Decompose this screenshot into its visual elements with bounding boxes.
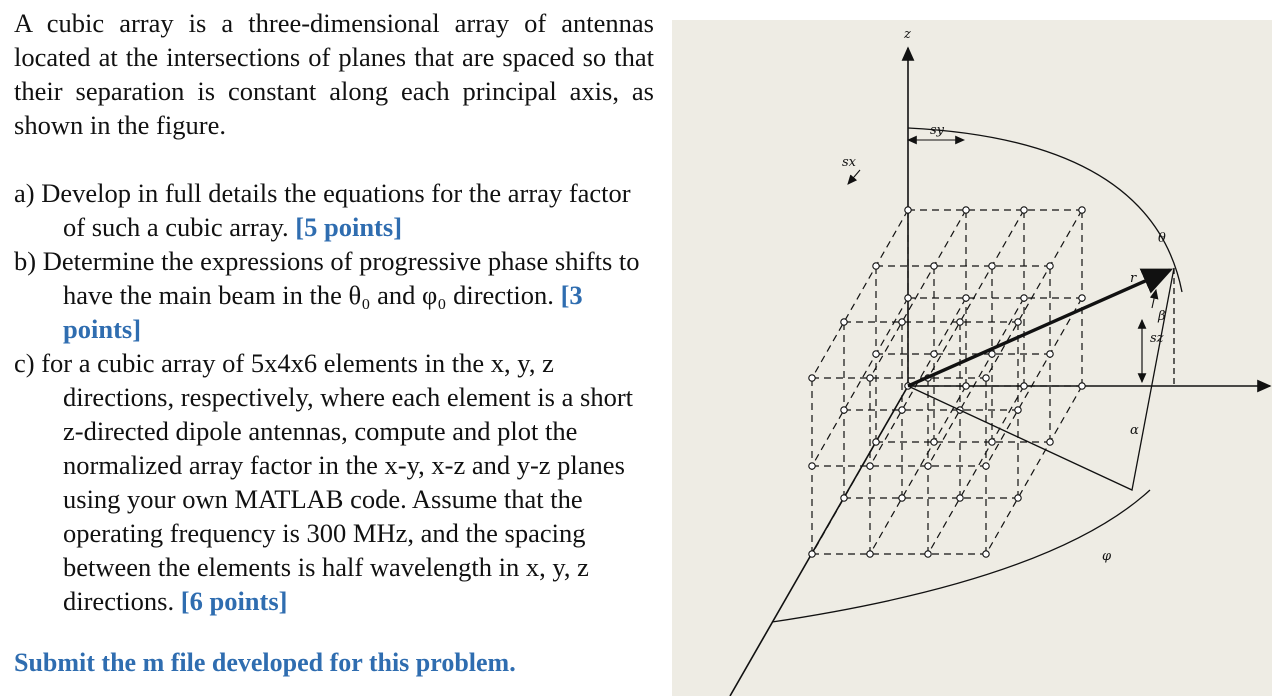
question-c-points: [6 points] xyxy=(180,586,288,616)
antenna-element xyxy=(963,207,969,213)
antenna-element xyxy=(989,439,995,445)
antenna-element xyxy=(1015,495,1021,501)
cubic-array-figure xyxy=(672,20,1272,696)
alpha-label: α xyxy=(1130,423,1139,438)
z-axis-label: z xyxy=(904,27,911,42)
antenna-element xyxy=(841,319,847,325)
phi-label: φ xyxy=(1102,549,1112,564)
antenna-element xyxy=(1021,295,1027,301)
antenna-element xyxy=(867,375,873,381)
antenna-element xyxy=(809,375,815,381)
antenna-element xyxy=(983,463,989,469)
cubic-array-diagram xyxy=(672,20,1272,696)
antenna-element xyxy=(1047,351,1053,357)
antenna-element xyxy=(809,463,815,469)
antenna-element xyxy=(867,551,873,557)
antenna-element xyxy=(905,295,911,301)
antenna-element xyxy=(989,263,995,269)
antenna-element xyxy=(873,351,879,357)
antenna-element xyxy=(963,383,969,389)
antenna-element xyxy=(1015,319,1021,325)
question-b-points: [3 points] xyxy=(63,280,583,344)
sy-label: sy xyxy=(930,123,945,138)
question-a-text: a) Develop in full details the equations for the array factor of such a cubic array. xyxy=(14,178,631,242)
question-b xyxy=(14,244,654,346)
antenna-element xyxy=(957,495,963,501)
antenna-element xyxy=(899,495,905,501)
antenna-element xyxy=(1021,383,1027,389)
sx-label: sx xyxy=(842,155,857,170)
antenna-element xyxy=(1021,207,1027,213)
antenna-element xyxy=(841,495,847,501)
antenna-element xyxy=(925,551,931,557)
antenna-element xyxy=(873,263,879,269)
submit-instruction: Submit the m file developed for this problem. xyxy=(14,648,516,677)
antenna-element xyxy=(983,375,989,381)
antenna-element xyxy=(905,207,911,213)
question-a xyxy=(14,176,654,244)
question-list xyxy=(14,176,654,618)
antenna-element xyxy=(1079,295,1085,301)
r-label: r xyxy=(1130,271,1137,286)
antenna-element xyxy=(873,439,879,445)
problem-intro: A cubic array is a three-dimensional array of antennas located at the intersections of planes that are spaced so that their separation is constant along each principal axis, as shown in the figure. xyxy=(14,8,654,140)
antenna-element xyxy=(931,439,937,445)
antenna-element xyxy=(989,351,995,357)
question-a-points: [5 points] xyxy=(295,212,403,242)
antenna-element xyxy=(931,263,937,269)
antenna-element xyxy=(963,295,969,301)
antenna-element xyxy=(957,319,963,325)
antenna-element xyxy=(899,319,905,325)
sz-label: sz xyxy=(1150,331,1164,346)
antenna-element xyxy=(899,407,905,413)
antenna-element xyxy=(1047,439,1053,445)
antenna-element xyxy=(1079,207,1085,213)
problem-text xyxy=(14,6,654,618)
antenna-element xyxy=(841,407,847,413)
antenna-element xyxy=(809,551,815,557)
antenna-element xyxy=(867,463,873,469)
antenna-element xyxy=(931,351,937,357)
theta-label: θ xyxy=(1158,231,1166,246)
antenna-element xyxy=(1015,407,1021,413)
antenna-element xyxy=(983,551,989,557)
antenna-element xyxy=(1047,263,1053,269)
antenna-element xyxy=(925,463,931,469)
antenna-element xyxy=(1079,383,1085,389)
beta-label: β xyxy=(1158,309,1166,324)
question-b-text: b) Determine the expressions of progressive phase shifts to have the main beam in the θ₀ and φ₀ direction. xyxy=(14,246,640,310)
question-c xyxy=(14,346,654,618)
question-c-text: c) for a cubic array of 5x4x6 elements in the x, y, z directions, respectively, where each element is a short z-directed dipole antennas, compute and plot the normalized array factor in the x-y, x-z and y-z planes using your own MATLAB code. Assume that the operating frequency is 300 MHz, and the spacing between the elements is half wavelength in x, y, z directions. xyxy=(14,348,634,616)
